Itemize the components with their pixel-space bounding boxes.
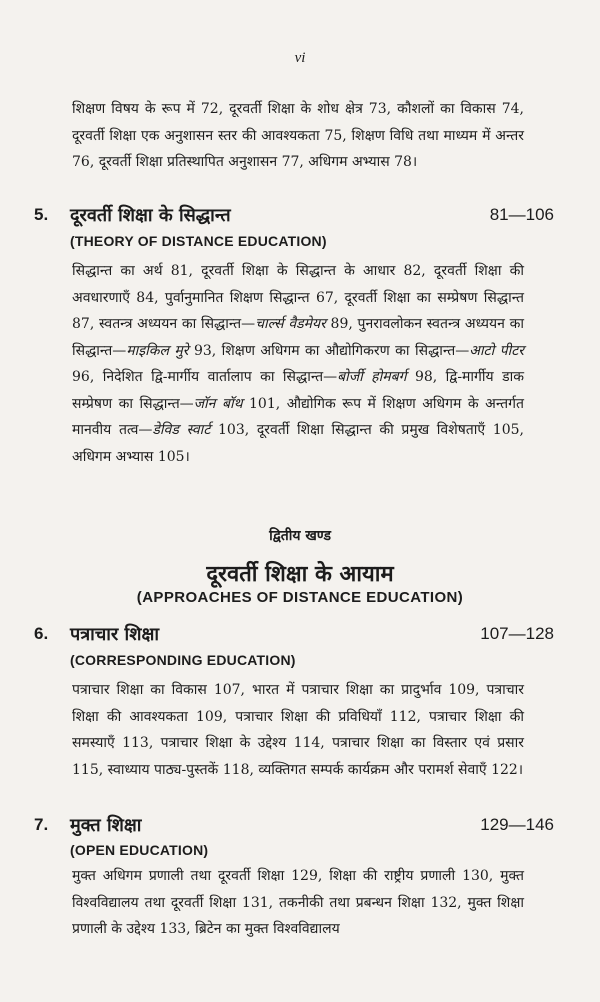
intro-paragraph: शिक्षण विषय के रूप में 72, दूरवर्ती शिक्षा के शोध क्षेत्र 73, कौशलों का विकास 74, दूरवर्ती शिक्षा एक अनुशासन स्तर की आवश्यकता 75, शिक्षण विधि तथा माध्यम में अन्तर 76, दूरवर्ती शिक्षा प्रतिस्थापित अनुशासन 77, अधिगम अभ्यास 78। — [72, 101, 524, 170]
chapter-title: दूरवर्ती शिक्षा के सिद्धान्त — [70, 205, 231, 226]
chapter-number: 5. — [34, 205, 49, 224]
desc-text: 89, पुनरावलोकन स्वतन्त्र अध्ययन का सिद्धान्त— — [72, 316, 524, 359]
chapter-5-subtitle: (THEORY OF DISTANCE EDUCATION) — [70, 233, 327, 249]
theorist-name: डेविड स्वार्ट — [152, 422, 211, 438]
part-label: द्वितीय खण्ड — [269, 528, 331, 544]
chapter-7-subtitle: (OPEN EDUCATION) — [70, 842, 209, 858]
theorist-name: माइकिल मुरे — [126, 342, 189, 359]
desc-text: 96, निदेशित द्वि-मार्गीय वार्तालाप का सिद्धान्त— — [72, 369, 338, 385]
chapter-7-description: मुक्त अधिगम प्रणाली तथा दूरवर्ती शिक्षा 129, शिक्षा की राष्ट्रीय प्रणाली 130, मुक्त विश्वविद्यालय तथा दूरवर्ती शिक्षा 131, तकनीकी तथा प्रबन्धन शिक्षा 132, मुक्त शिक्षा प्रणाली के उद्देश्य 133, ब्रिटेन का मुक्त विश्वविद्यालय — [72, 868, 524, 937]
chapter-6-subtitle: (CORRESPONDING EDUCATION) — [70, 652, 296, 668]
part-title: दूरवर्ती शिक्षा के आयाम — [206, 561, 394, 587]
chapter-page-range: 81—106 — [489, 205, 554, 224]
chapter-6-heading — [34, 622, 554, 652]
theorist-name: बोर्जी होमबर्ग — [337, 369, 407, 385]
part-subtitle: (APPROACHES OF DISTANCE EDUCATION) — [136, 589, 464, 606]
theorist-name: आटो पीटर — [469, 342, 524, 359]
desc-text: 103, दूरवर्ती शिक्षा सिद्धान्त की प्रमुख विशेषताएँ 105, अधिगम अभ्यास 105। — [72, 422, 524, 465]
desc-text: 93, शिक्षण अधिगम का औद्योगिकरण का सिद्धान्त— — [188, 342, 470, 359]
desc-text: सिद्धान्त का अर्थ 81, दूरवर्ती शिक्षा के सिद्धान्त के आधार 82, दूरवर्ती शिक्षा की अवधारणाएँ 84, पुर्वानुमानित शिक्षण सिद्धान्त 67, दूरवर्ती शिक्षा का सम्प्रेषण सिद्धान्त 87, स्वतन्त्र अध्ययन का सिद्धान्त— — [72, 263, 524, 332]
chapter-6-description: पत्राचार शिक्षा का विकास 107, भारत में पत्राचार शिक्षा का प्रादुर्भाव 109, पत्राचार शिक्षा की आवश्यकता 109, पत्राचार शिक्षा की प्रविधियाँ 112, पत्राचार शिक्षा की समस्याएँ 113, पत्राचार शिक्षा के उद्देश्य 114, पत्राचार शिक्षा का विस्तार एवं प्रसार 115, स्वाध्याय पाठ्य-पुस्तकें 118, व्यक्तिगत सम्पर्क कार्यक्रम और परामर्श सेवाएँ 122। — [72, 682, 524, 778]
chapter-page-range: 107—128 — [480, 624, 554, 643]
chapter-5-description — [72, 258, 524, 470]
chapter-number: 7. — [34, 815, 49, 834]
theorist-name: चार्ल्स वैडमेयर — [255, 316, 326, 332]
chapter-page-range: 129—146 — [480, 815, 554, 834]
chapter-title: पत्राचार शिक्षा — [70, 624, 160, 645]
desc-text: 101, औद्योगिक रूप में शिक्षण अधिगम के अन्तर्गत मानवीय तत्व— — [72, 395, 524, 438]
chapter-title: मुक्त शिक्षा — [70, 815, 142, 836]
page-number: vi — [294, 50, 306, 66]
theorist-name: जॉन बॉथ — [193, 395, 243, 412]
desc-text: 98, द्वि-मार्गीय डाक सम्प्रेषण का सिद्धान्त— — [72, 369, 524, 412]
chapter-5-heading — [34, 203, 554, 233]
chapter-7-heading — [34, 813, 554, 843]
chapter-number: 6. — [34, 624, 49, 643]
